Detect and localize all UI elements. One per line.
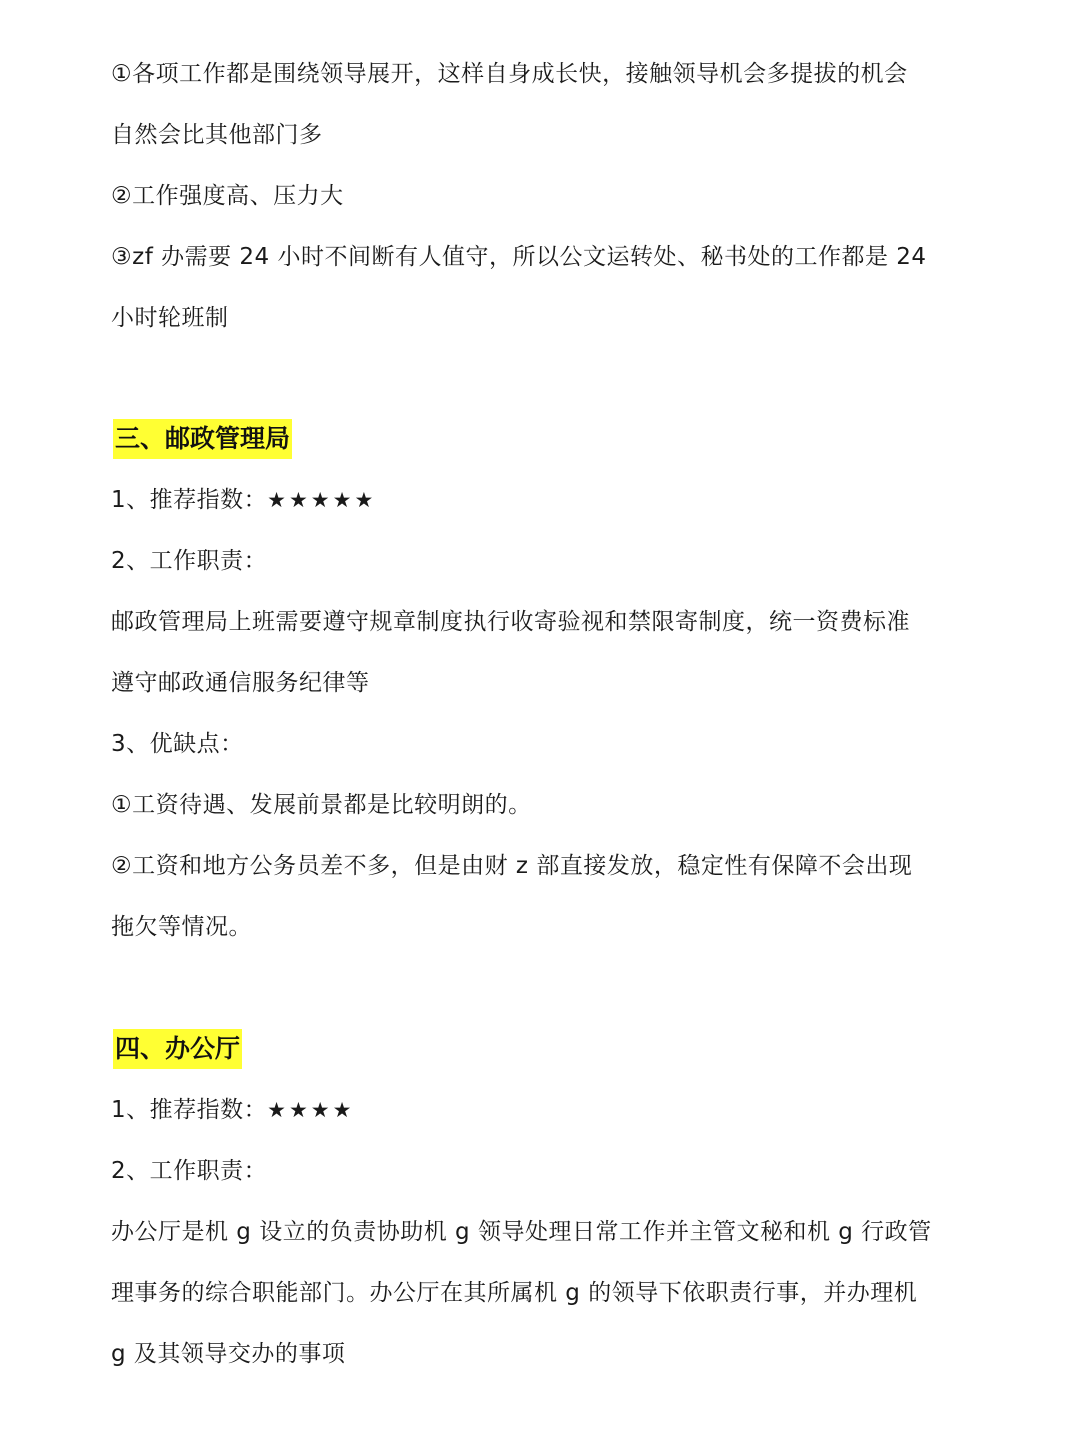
- section3-duty-line1: 邮政管理局上班需要遵守规章制度执行收寄验视和禁限寄制度，统一资费标准: [111, 609, 910, 635]
- section4-heading: [111, 1029, 244, 1069]
- section3-heading: [111, 419, 294, 459]
- section4-duty-line1: 办公厅是机 g 设立的负责协助机 g 领导处理日常工作并主管文秘和机 g 行政管: [111, 1219, 932, 1245]
- section4-duty-line2: 理事务的综合职能部门。办公厅在其所属机 g 的领导下依职责行事，并办理机: [111, 1280, 918, 1306]
- section3-duty-label: 2、工作职责：: [111, 548, 268, 574]
- section3-rating-row: [111, 484, 941, 516]
- section3-pros-cons-label: 3、优缺点：: [111, 731, 244, 757]
- section3-title: 三、邮政管理局: [113, 419, 292, 459]
- rating-stars-icon: ★★★★★: [267, 488, 377, 512]
- section2-point3-line2: 小时轮班制: [111, 305, 229, 331]
- section2-point1-line2: 自然会比其他部门多: [111, 122, 323, 148]
- section4-rating-row: [111, 1094, 941, 1126]
- section2-point2: ②工作强度高、压力大: [111, 183, 344, 209]
- section4-duty-line3: g 及其领导交办的事项: [111, 1341, 346, 1367]
- section2-point3-line1: ③zf 办需要 24 小时不间断有人值守，所以公文运转处、秘书处的工作都是 24: [111, 244, 927, 270]
- section4-rating-label: 1、推荐指数：: [111, 1097, 268, 1123]
- section3-point2-line1: ②工资和地方公务员差不多，但是由财 z 部直接发放，稳定性有保障不会出现: [111, 853, 913, 879]
- rating-stars-icon: ★★★★: [267, 1098, 355, 1122]
- section3-point2-line2: 拖欠等情况。: [111, 914, 252, 940]
- section4-title: 四、办公厅: [113, 1029, 242, 1069]
- section3-duty-line2: 遵守邮政通信服务纪律等: [111, 670, 370, 696]
- section2-point1-line1: ①各项工作都是围绕领导展开，这样自身成长快，接触领导机会多提拔的机会: [111, 61, 908, 87]
- section3-rating-label: 1、推荐指数：: [111, 487, 268, 513]
- section3-point1: ①工资待遇、发展前景都是比较明朗的。: [111, 792, 532, 818]
- section4-duty-label: 2、工作职责：: [111, 1158, 268, 1184]
